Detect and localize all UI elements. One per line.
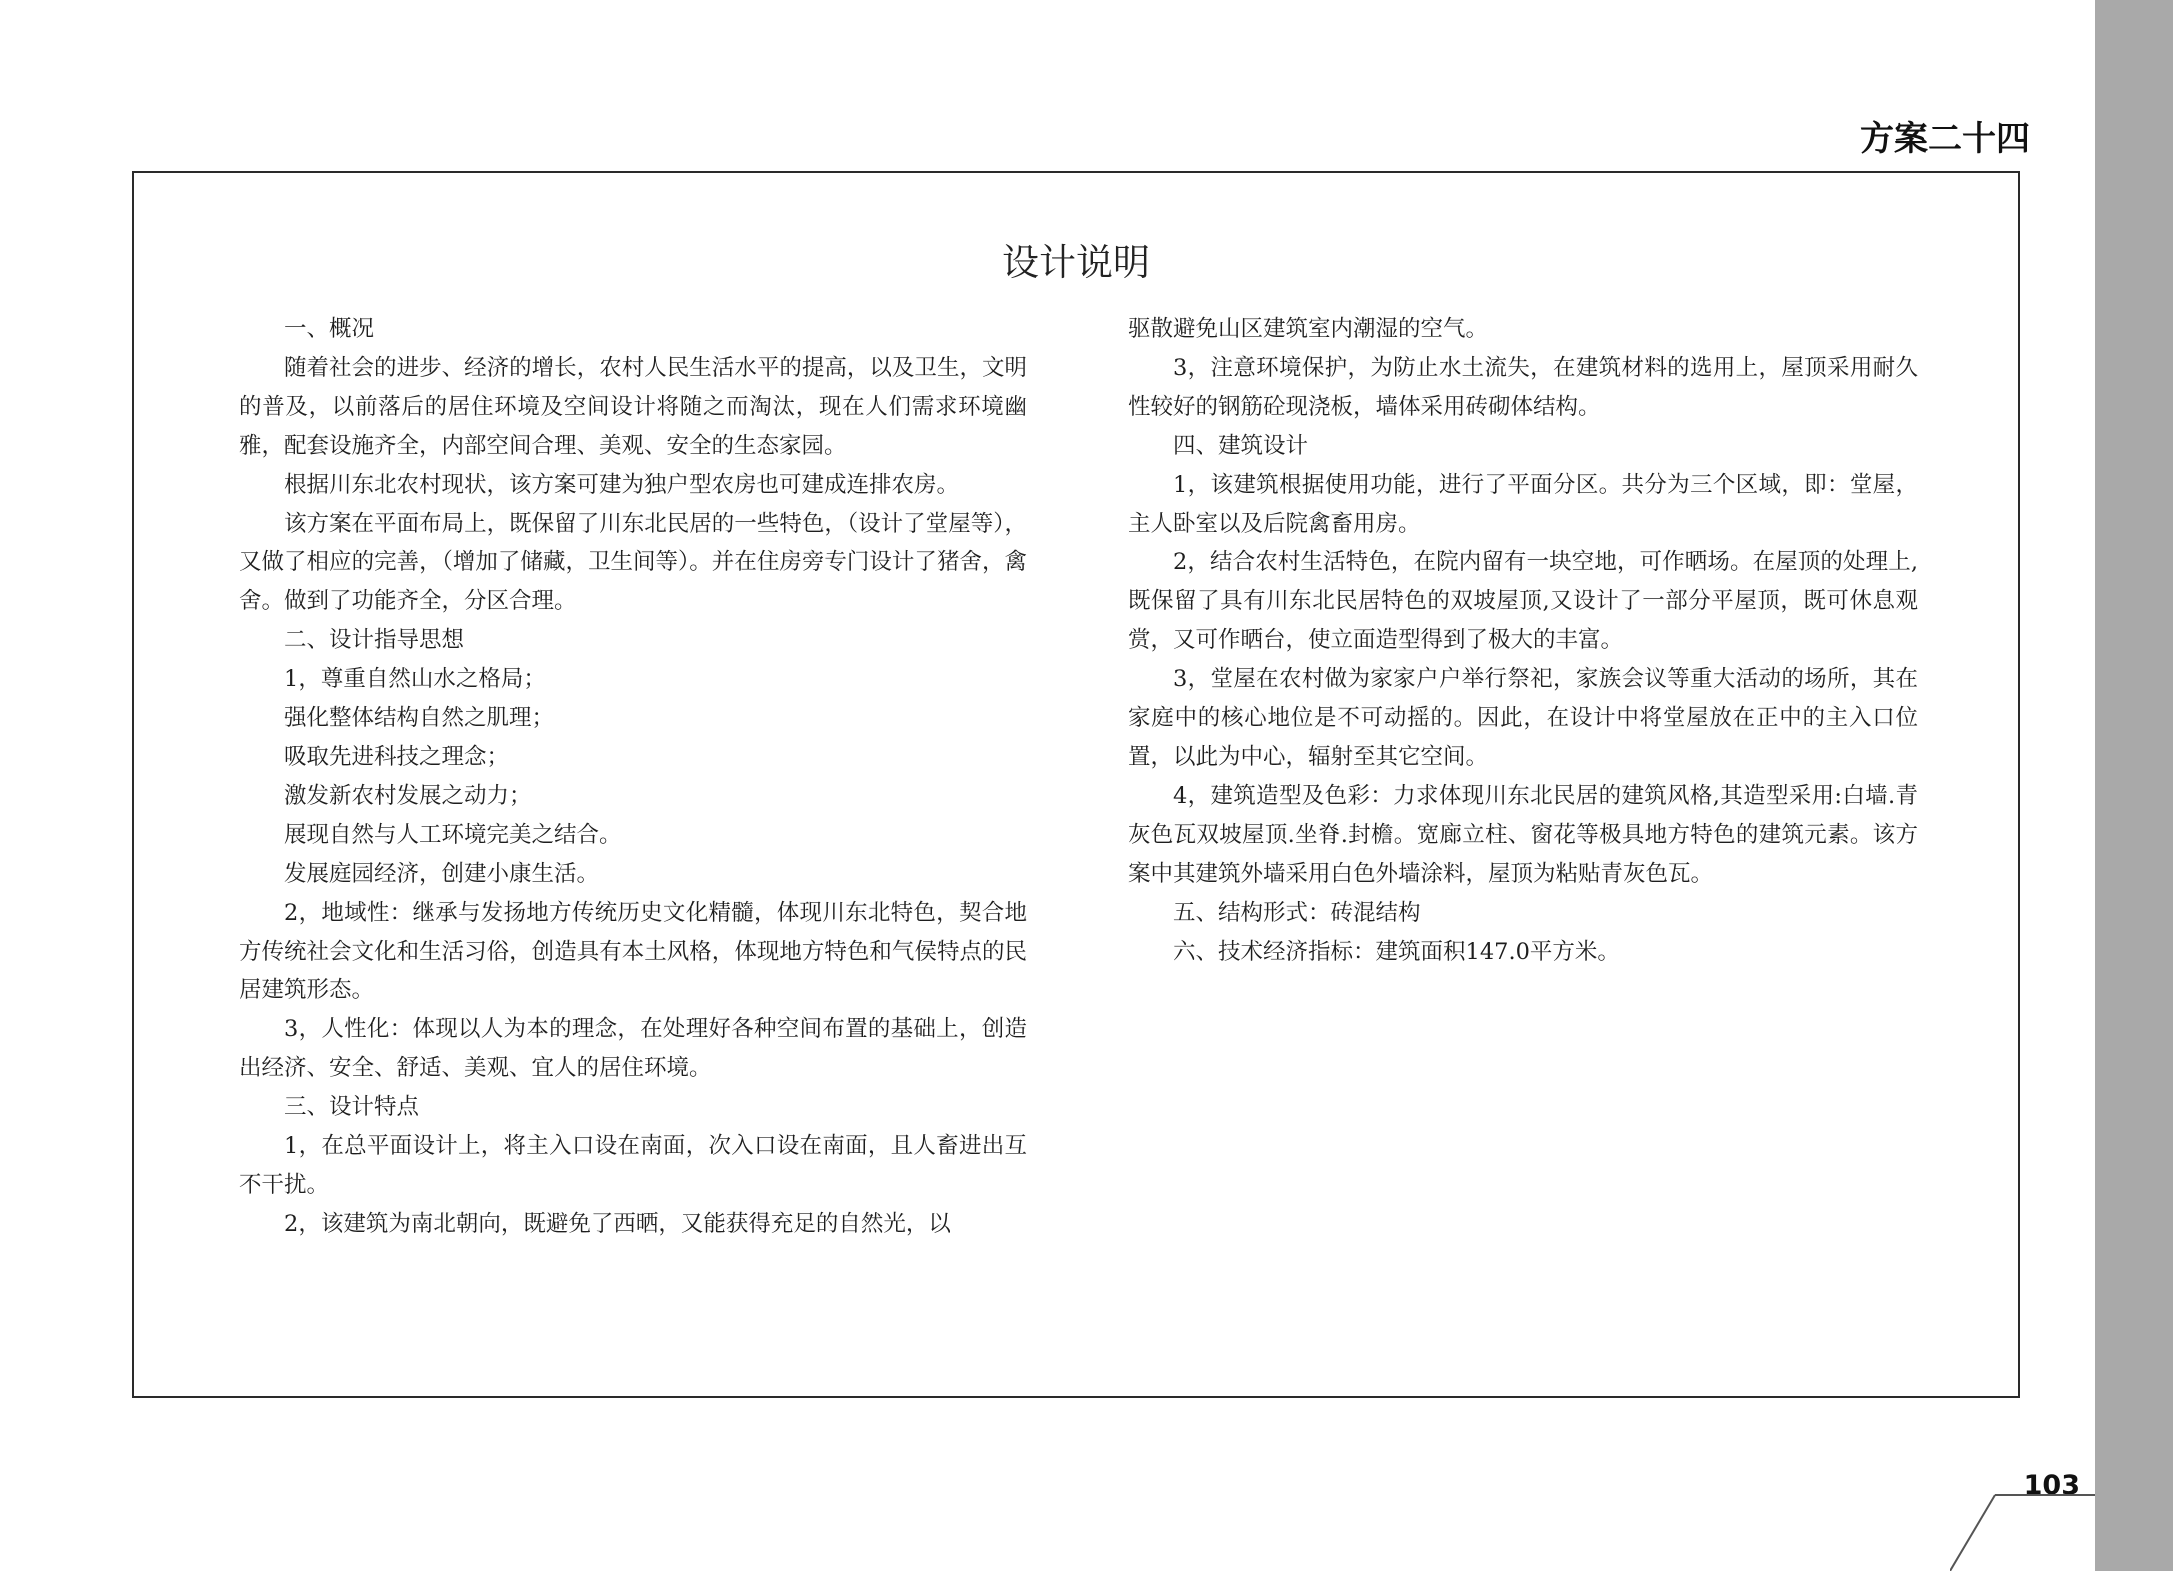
paragraph: 3，人性化：体现以人为本的理念，在处理好各种空间布置的基础上，创造出经济、安全、舒适、美观、宜人的居住环境。: [239, 1016, 1027, 1082]
paragraph: 该方案在平面布局上，既保留了川东北民居的一些特色，（设计了堂屋等），又做了相应的完善，（增加了储藏，卫生间等）。并在住房旁专门设计了猪舍，禽舍。做到了功能齐全，分区合理。: [239, 510, 1027, 615]
paragraph: 强化整体结构自然之肌理；: [284, 705, 555, 732]
paragraph: 发展庭园经济，创建小康生活。: [284, 860, 600, 887]
paragraph: 随着社会的进步、经济的增长，农村人民生活水平的提高，以及卫生，文明的普及，以前落后的居住环境及空间设计将随之而淘汰，现在人们需求环境幽雅，配套设施齐全，内部空间合理、美观、安全的生态家园。: [239, 354, 1027, 459]
paragraph: 吸取先进科技之理念；: [284, 743, 510, 770]
paragraph: 展现自然与人工环境完美之结合。: [284, 821, 622, 848]
paragraph: 2，结合农村生活特色，在院内留有一块空地，可作晒场。在屋顶的处理上,既保留了具有川东北民居特色的双坡屋顶,又设计了一部分平屋顶，既可休息观赏，又可作晒台，使立面造型得到了极大的丰富。: [1128, 549, 1918, 654]
paragraph: 三、设计特点: [284, 1094, 420, 1121]
paragraph: 2，该建筑为南北朝向，既避免了西晒，又能获得充足的自然光，以: [284, 1210, 951, 1237]
side-tab-bar: [2095, 0, 2173, 1571]
paragraph: 根据川东北农村现状，该方案可建为独户型农房也可建成连排农房。: [284, 471, 960, 498]
paragraph: 二、设计指导思想: [284, 627, 465, 654]
paragraph: 1，在总平面设计上，将主入口设在南面，次入口设在南面，且人畜进出互不干扰。: [239, 1133, 1027, 1198]
paragraph: 3，堂屋在农村做为家家户户举行祭祀，家族会议等重大活动的场所，其在家庭中的核心地位是不可动摇的。因此，在设计中将堂屋放在正中的主入口位置，以此为中心，辐射至其它空间。: [1128, 666, 1918, 770]
document-title: 设计说明: [1002, 241, 1150, 284]
right-text-column: [1128, 310, 1918, 971]
page-number: 103: [2023, 1470, 2080, 1501]
paragraph: 四、建筑设计: [1173, 432, 1309, 459]
paragraph: 一、概况: [284, 316, 375, 342]
left-text-column: [239, 310, 1027, 1244]
paragraph: 4，建筑造型及色彩：力求体现川东北民居的建筑风格,其造型采用:白墙.青灰色瓦双坡屋顶.坐脊.封檐。宽廊立柱、窗花等极具地方特色的建筑元素。该方案中其建筑外墙采用白色外墙涂料，屋顶为粘贴青灰色瓦。: [1128, 782, 1918, 887]
paragraph: 1，尊重自然山水之格局；: [284, 666, 546, 693]
page-corner-decoration: [1950, 1490, 2095, 1571]
paragraph: 1，该建筑根据使用功能，进行了平面分区。共分为三个区域，即：堂屋，主人卧室以及后院禽畜用房。: [1128, 471, 1918, 537]
paragraph: 六、技术经济指标：建筑面积147.0平方米。: [1173, 938, 1620, 965]
paragraph: 3，注意环境保护，为防止水土流失，在建筑材料的选用上，屋顶采用耐久性较好的钢筋砼现浇板，墙体采用砖砌体结构。: [1128, 354, 1918, 420]
paragraph: 激发新农村发展之动力；: [284, 782, 532, 809]
scheme-title: 方案二十四: [1860, 119, 2030, 159]
paragraph: 五、结构形式：砖混结构: [1173, 899, 1421, 926]
paragraph: 驱散避免山区建筑室内潮湿的空气。: [1128, 316, 1489, 342]
paragraph: 2，地域性：继承与发扬地方传统历史文化精髓，体现川东北特色，契合地方传统社会文化和生活习俗，创造具有本土风格，体现地方特色和气侯特点的民居建筑形态。: [239, 899, 1027, 1004]
